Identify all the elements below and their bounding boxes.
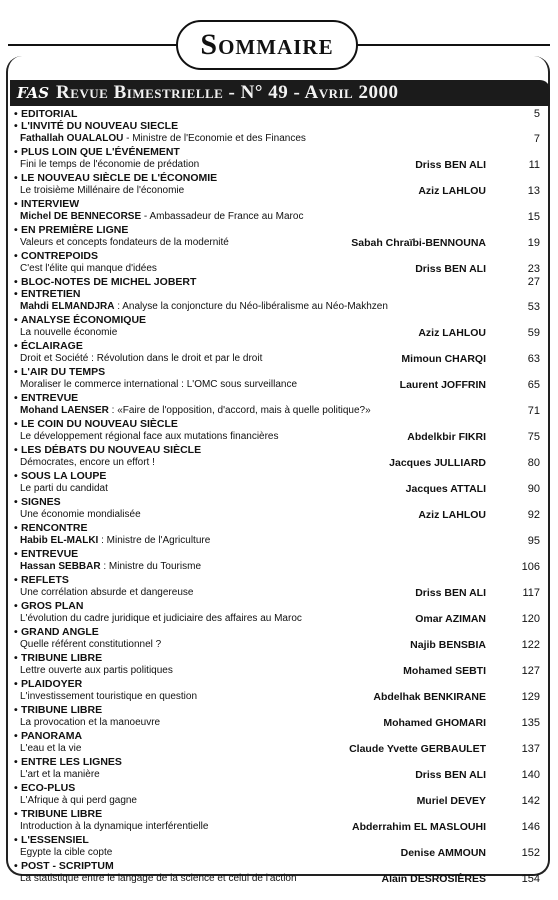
section-title: ENTREVUE xyxy=(21,392,79,404)
toc-entry xyxy=(8,326,540,340)
entry-description xyxy=(20,664,173,678)
section-title: ENTREVUE xyxy=(21,548,79,560)
toc-entry xyxy=(8,262,540,276)
entry-description xyxy=(20,262,157,276)
page-number: 19 xyxy=(527,237,540,249)
toc-section xyxy=(8,120,540,132)
toc-section xyxy=(8,198,540,210)
section-title: ANALYSE ÉCONOMIQUE xyxy=(21,314,147,326)
entry-text: Moraliser le commerce international : L'OMC sous surveillance xyxy=(20,379,298,390)
entry-author: Driss BEN ALI xyxy=(415,587,486,599)
entry-description xyxy=(20,482,108,496)
section-title: BLOC-NOTES DE MICHEL JOBERT xyxy=(21,276,197,288)
toc-section xyxy=(8,146,540,158)
entry-text: : Analyse la conjoncture du Néo-libéralisme au Néo-Makhzen xyxy=(114,301,388,312)
toc-section xyxy=(8,276,540,288)
toc-entry xyxy=(8,612,540,626)
toc-entry xyxy=(8,378,540,392)
toc-entry xyxy=(8,638,540,652)
table-of-contents xyxy=(8,108,540,886)
page-number: 13 xyxy=(527,185,540,197)
page-number: 140 xyxy=(521,769,540,781)
toc-section xyxy=(8,418,540,430)
page-number: 120 xyxy=(521,613,540,625)
section-title: LE COIN DU NOUVEAU SIÈCLE xyxy=(21,418,178,430)
bullet-icon: • xyxy=(14,224,18,236)
entry-text: : Ministre du Tourisme xyxy=(100,561,201,572)
entry-description xyxy=(20,794,137,808)
toc-section xyxy=(8,470,540,482)
bullet-icon: • xyxy=(14,600,18,612)
entry-description xyxy=(20,872,297,886)
entry-description xyxy=(20,300,388,314)
toc-entry xyxy=(8,300,540,314)
entry-description xyxy=(20,638,161,652)
bullet-icon: • xyxy=(14,340,18,352)
toc-section xyxy=(8,756,540,768)
bullet-icon: • xyxy=(14,756,18,768)
section-title: SIGNES xyxy=(21,496,61,508)
page-number: 137 xyxy=(521,743,540,755)
entry-author: Najib BENSBIA xyxy=(410,639,486,651)
entry-description xyxy=(20,768,100,782)
toc-section xyxy=(8,574,540,586)
toc-section xyxy=(8,834,540,846)
page-number: 15 xyxy=(527,211,540,223)
bullet-icon: • xyxy=(14,808,18,820)
toc-entry xyxy=(8,184,540,198)
bullet-icon: • xyxy=(14,288,18,300)
entry-text: Le parti du candidat xyxy=(20,483,108,494)
toc-entry xyxy=(8,158,540,172)
entry-description xyxy=(20,560,201,574)
entry-description xyxy=(20,430,279,444)
toc-entry xyxy=(8,820,540,834)
entry-author: Driss BEN ALI xyxy=(415,769,486,781)
page-number: 75 xyxy=(527,431,540,443)
toc-entry xyxy=(8,716,540,730)
toc-section xyxy=(8,496,540,508)
page-title: Sommaire xyxy=(200,28,334,61)
toc-section xyxy=(8,108,540,120)
toc-entry xyxy=(8,794,540,808)
entry-description xyxy=(20,236,229,250)
section-title: TRIBUNE LIBRE xyxy=(21,652,103,664)
page-number: 90 xyxy=(527,483,540,495)
entry-text: La provocation et la manoeuvre xyxy=(20,717,161,728)
bullet-icon: • xyxy=(14,834,18,846)
toc-section xyxy=(8,224,540,236)
entry-author: Denise AMMOUN xyxy=(400,847,486,859)
section-title: TRIBUNE LIBRE xyxy=(21,808,103,820)
entry-text: L'investissement touristique en question xyxy=(20,691,198,702)
entry-description xyxy=(20,612,302,626)
bullet-icon: • xyxy=(14,108,18,120)
entry-author: Omar AZIMAN xyxy=(415,613,486,625)
entry-description xyxy=(20,690,197,704)
page-number: 71 xyxy=(527,405,540,417)
entry-description xyxy=(20,158,199,172)
toc-section xyxy=(8,172,540,184)
toc-section xyxy=(8,704,540,716)
bullet-icon: • xyxy=(14,730,18,742)
entry-text: : Ministre de l'Agriculture xyxy=(98,535,211,546)
entry-author: Jacques JULLIARD xyxy=(389,457,486,469)
entry-text: L'évolution du cadre juridique et judiciaire des affaires au Maroc xyxy=(20,613,302,624)
page-number: 5 xyxy=(533,108,540,120)
toc-entry xyxy=(8,586,540,600)
section-title: ENTRE LES LIGNES xyxy=(21,756,122,768)
entry-text: La statistique entre le langage de la science et celui de l'action xyxy=(20,873,297,884)
entry-author: Driss BEN ALI xyxy=(415,263,486,275)
toc-entry xyxy=(8,690,540,704)
page-number: 146 xyxy=(521,821,540,833)
entry-person: Fathallah OUALALOU xyxy=(20,133,124,144)
section-title: L'AIR DU TEMPS xyxy=(21,366,106,378)
section-title: GROS PLAN xyxy=(21,600,84,612)
entry-description xyxy=(20,352,262,366)
bullet-icon: • xyxy=(14,782,18,794)
bullet-icon: • xyxy=(14,146,18,158)
toc-section xyxy=(8,678,540,690)
title-rule-left xyxy=(8,44,178,46)
entry-description xyxy=(20,132,306,146)
toc-entry xyxy=(8,846,540,860)
entry-text: Droit et Société : Révolution dans le droit et par le droit xyxy=(20,353,263,364)
section-title: TRIBUNE LIBRE xyxy=(21,704,103,716)
entry-text: - Ministre de l'Economie et des Finances xyxy=(123,133,306,144)
entry-author: Aziz LAHLOU xyxy=(418,509,486,521)
bullet-icon: • xyxy=(14,120,18,132)
entry-person: Mahdi ELMANDJRA xyxy=(20,301,115,312)
entry-author: Jacques ATTALI xyxy=(405,483,486,495)
bullet-icon: • xyxy=(14,250,18,262)
toc-entry xyxy=(8,664,540,678)
section-title: PLAIDOYER xyxy=(21,678,83,690)
toc-entry xyxy=(8,742,540,756)
entry-text: C'est l'élite qui manque d'idées xyxy=(20,263,157,274)
section-title: INTERVIEW xyxy=(21,198,80,210)
entry-text: Une corrélation absurde et dangereuse xyxy=(20,587,194,598)
entry-author: Alain DESROSIÈRES xyxy=(381,873,486,885)
toc-section xyxy=(8,730,540,742)
bullet-icon: • xyxy=(14,652,18,664)
page-number: 142 xyxy=(521,795,540,807)
entry-text: Lettre ouverte aux partis politiques xyxy=(20,665,173,676)
bullet-icon: • xyxy=(14,704,18,716)
title-rule-right xyxy=(356,44,550,46)
entry-description xyxy=(20,716,160,730)
entry-description xyxy=(20,184,184,198)
section-title: REFLETS xyxy=(21,574,69,586)
toc-section xyxy=(8,600,540,612)
entry-author: Mohamed GHOMARI xyxy=(383,717,486,729)
page-number: 23 xyxy=(527,263,540,275)
section-title: GRAND ANGLE xyxy=(21,626,99,638)
toc-entry xyxy=(8,560,540,574)
entry-text: Valeurs et concepts fondateurs de la modernité xyxy=(20,237,229,248)
entry-description xyxy=(20,846,112,860)
toc-section xyxy=(8,808,540,820)
section-title: CONTREPOIDS xyxy=(21,250,99,262)
entry-author: Mimoun CHARQI xyxy=(401,353,486,365)
bullet-icon: • xyxy=(14,678,18,690)
bullet-icon: • xyxy=(14,626,18,638)
bullet-icon: • xyxy=(14,198,18,210)
toc-section xyxy=(8,392,540,404)
toc-entry xyxy=(8,456,540,470)
bullet-icon: • xyxy=(14,470,18,482)
toc-section xyxy=(8,314,540,326)
entry-description xyxy=(20,456,155,470)
toc-entry xyxy=(8,236,540,250)
entry-description xyxy=(20,326,117,340)
toc-entry xyxy=(8,508,540,522)
toc-section xyxy=(8,444,540,456)
entry-author: Abdelhak BENKIRANE xyxy=(373,691,486,703)
issue-band xyxy=(10,80,550,106)
entry-person: Michel DE BENNECORSE xyxy=(20,211,142,222)
toc-section xyxy=(8,548,540,560)
entry-description xyxy=(20,586,193,600)
toc-section xyxy=(8,250,540,262)
page-number: 127 xyxy=(521,665,540,677)
entry-text: Une économie mondialisée xyxy=(20,509,141,520)
entry-author: Abderrahim EL MASLOUHI xyxy=(352,821,486,833)
section-title: EDITORIAL xyxy=(21,108,78,120)
entry-text: Egypte la cible copte xyxy=(20,847,113,858)
toc-entry xyxy=(8,430,540,444)
page-number: 53 xyxy=(527,301,540,313)
bullet-icon: • xyxy=(14,548,18,560)
toc-section xyxy=(8,860,540,872)
entry-text: L'art et la manière xyxy=(20,769,100,780)
toc-entry xyxy=(8,482,540,496)
page-number: 65 xyxy=(527,379,540,391)
toc-section xyxy=(8,652,540,664)
section-title: PANORAMA xyxy=(21,730,83,742)
magazine-logo: FAS xyxy=(16,84,50,102)
entry-author: Mohamed SEBTI xyxy=(403,665,486,677)
page-number: 80 xyxy=(527,457,540,469)
toc-entry xyxy=(8,132,540,146)
entry-text: L'eau et la vie xyxy=(20,743,82,754)
toc-entry xyxy=(8,768,540,782)
toc-section xyxy=(8,340,540,352)
entry-author: Muriel DEVEY xyxy=(416,795,486,807)
toc-section xyxy=(8,626,540,638)
section-title: L'ESSENSIEL xyxy=(21,834,89,846)
entry-description xyxy=(20,404,371,418)
entry-person: Mohand LAENSER xyxy=(20,405,109,416)
section-title: ECO-PLUS xyxy=(21,782,76,794)
page-number: 135 xyxy=(521,717,540,729)
entry-author: Aziz LAHLOU xyxy=(418,185,486,197)
entry-description xyxy=(20,534,210,548)
bullet-icon: • xyxy=(14,522,18,534)
page-number: 7 xyxy=(533,133,540,145)
toc-section xyxy=(8,522,540,534)
page-number: 11 xyxy=(528,159,540,171)
section-title: EN PREMIÈRE LIGNE xyxy=(21,224,129,236)
section-title: L'INVITÉ DU NOUVEAU SIECLE xyxy=(21,120,179,132)
bullet-icon: • xyxy=(14,172,18,184)
section-title: LES DÉBATS DU NOUVEAU SIÈCLE xyxy=(21,444,202,456)
entry-author: Aziz LAHLOU xyxy=(418,327,486,339)
section-title: RENCONTRE xyxy=(21,522,88,534)
bullet-icon: • xyxy=(14,444,18,456)
bullet-icon: • xyxy=(14,314,18,326)
title-pill xyxy=(176,20,358,70)
page-number: 152 xyxy=(521,847,540,859)
page-number: 63 xyxy=(527,353,540,365)
section-title: SOUS LA LOUPE xyxy=(21,470,107,482)
entry-description xyxy=(20,508,141,522)
toc-entry xyxy=(8,872,540,886)
issue-info: Revue Bimestrielle - N° 49 - Avril 2000 xyxy=(56,82,399,103)
entry-text: La nouvelle économie xyxy=(20,327,118,338)
bullet-icon: • xyxy=(14,860,18,872)
toc-entry xyxy=(8,534,540,548)
entry-description xyxy=(20,378,297,392)
section-title: POST - SCRIPTUM xyxy=(21,860,114,872)
bullet-icon: • xyxy=(14,574,18,586)
toc-entry xyxy=(8,404,540,418)
page-number: 106 xyxy=(521,561,540,573)
entry-author: Abdelkbir FIKRI xyxy=(407,431,486,443)
toc-section xyxy=(8,366,540,378)
section-title: LE NOUVEAU SIÈCLE DE L'ÉCONOMIE xyxy=(21,172,218,184)
entry-text: L'Afrique à qui perd gagne xyxy=(20,795,137,806)
page-number: 122 xyxy=(521,639,540,651)
toc-entry xyxy=(8,210,540,224)
page-number: 92 xyxy=(527,509,540,521)
bullet-icon: • xyxy=(14,392,18,404)
section-title: PLUS LOIN QUE L'ÉVÉNEMENT xyxy=(21,146,180,158)
page-number: 27 xyxy=(527,276,540,288)
entry-text: Introduction à la dynamique interférentielle xyxy=(20,821,209,832)
entry-text: Fini le temps de l'économie de prédation xyxy=(20,159,200,170)
toc-entry xyxy=(8,352,540,366)
entry-text: Démocrates, encore un effort ! xyxy=(20,457,155,468)
section-title: ENTRETIEN xyxy=(21,288,81,300)
bullet-icon: • xyxy=(14,366,18,378)
entry-author: Claude Yvette GERBAULET xyxy=(349,743,486,755)
entry-text: - Ambassadeur de France au Maroc xyxy=(141,211,304,222)
entry-text: Quelle référent constitutionnel ? xyxy=(20,639,162,650)
entry-description xyxy=(20,210,303,224)
entry-description xyxy=(20,742,81,756)
entry-text: Le développement régional face aux mutations financières xyxy=(20,431,279,442)
entry-author: Sabah Chraïbi-BENNOUNA xyxy=(351,237,486,249)
entry-text: Le troisième Millénaire de l'économie xyxy=(20,185,185,196)
entry-person: Habib EL-MALKI xyxy=(20,535,99,546)
bullet-icon: • xyxy=(14,496,18,508)
bullet-icon: • xyxy=(14,276,18,288)
page-number: 95 xyxy=(527,535,540,547)
section-title: ÉCLAIRAGE xyxy=(21,340,83,352)
toc-section xyxy=(8,288,540,300)
page-number: 117 xyxy=(522,587,540,599)
page-number: 59 xyxy=(527,327,540,339)
entry-person: Hassan SEBBAR xyxy=(20,561,101,572)
entry-text: : «Faire de l'opposition, d'accord, mais à quelle politique?» xyxy=(108,405,371,416)
page-number: 154 xyxy=(521,873,540,885)
toc-section xyxy=(8,782,540,794)
entry-author: Laurent JOFFRIN xyxy=(399,379,486,391)
page-number: 129 xyxy=(521,691,540,703)
bullet-icon: • xyxy=(14,418,18,430)
entry-author: Driss BEN ALI xyxy=(415,159,486,171)
entry-description xyxy=(20,820,208,834)
